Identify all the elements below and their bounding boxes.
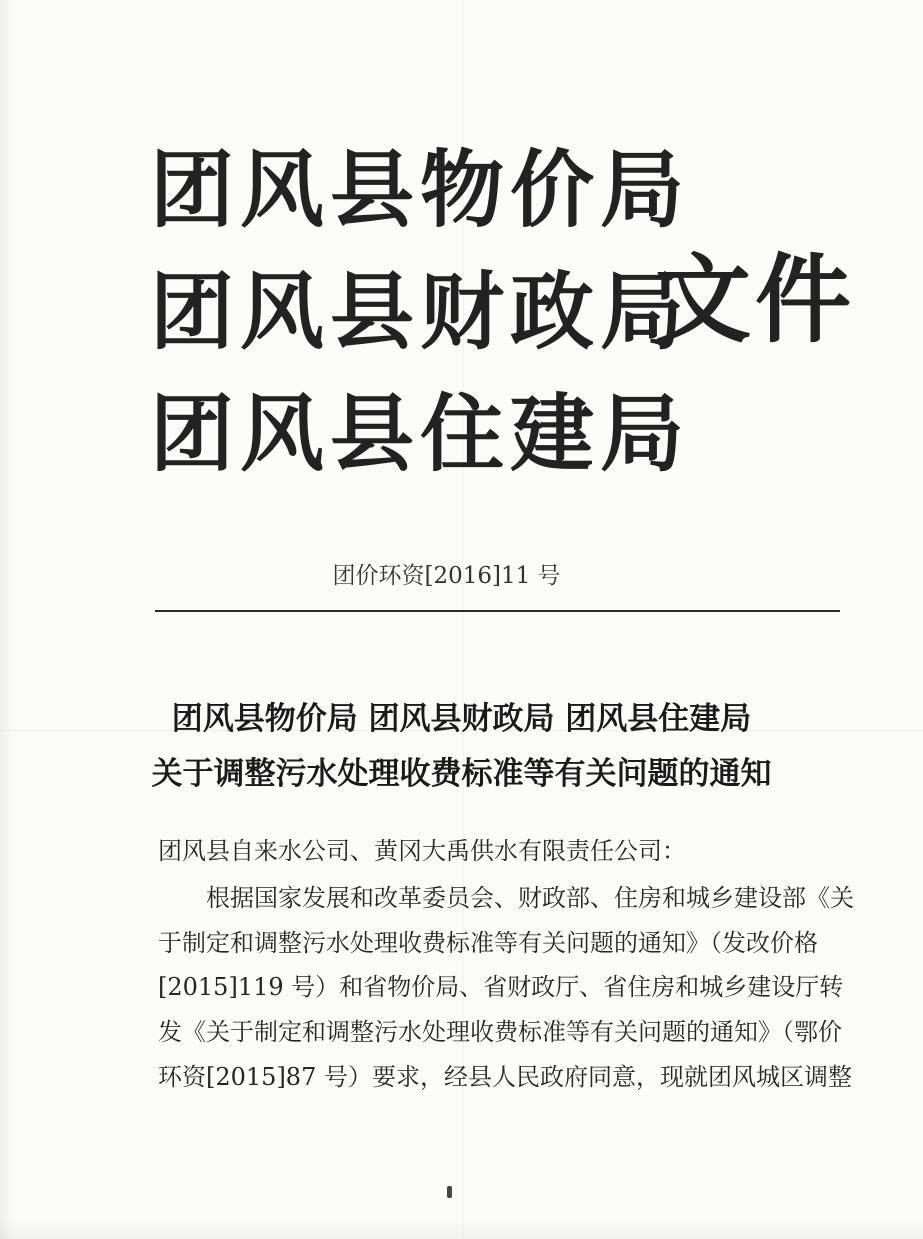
- addressee: 团风县自来水公司、黄冈大禹供水有限责任公司：: [158, 837, 686, 865]
- body-line: 于制定和调整污水处理收费标准等有关问题的通知》（发改价格: [158, 928, 818, 957]
- body-line: 环资[2015]87 号）要求，经县人民政府同意，现就团风城区调整: [158, 1062, 852, 1091]
- body-line: 发《关于制定和调整污水处理收费标准等有关问题的通知》（鄂价: [158, 1018, 842, 1047]
- document-number: [0, 557, 923, 590]
- notice-title-line-1: 团风县物价局 团风县财政局 团风县住建局: [171, 701, 752, 737]
- body-paragraph: [158, 876, 854, 1100]
- issuing-org-1: 团风县物价局: [150, 140, 691, 239]
- ink-mark: [447, 1186, 452, 1198]
- body-line: [2015]119 号）和省物价局、省财政厅、省住房和城乡建设厅转: [158, 973, 844, 1002]
- issuing-org-3: 团风县住建局: [150, 384, 691, 483]
- header-separator-rule: [155, 610, 840, 612]
- issuing-org-2: 团风县财政局: [150, 262, 691, 361]
- document-label: 文件: [655, 243, 855, 356]
- notice-title-line-2: 关于调整污水处理收费标准等有关问题的通知: [151, 756, 772, 792]
- document-number-text: 团价环资[2016]11 号: [332, 563, 561, 589]
- body-line: 根据国家发展和改革委员会、财政部、住房和城乡建设部《关: [206, 884, 854, 912]
